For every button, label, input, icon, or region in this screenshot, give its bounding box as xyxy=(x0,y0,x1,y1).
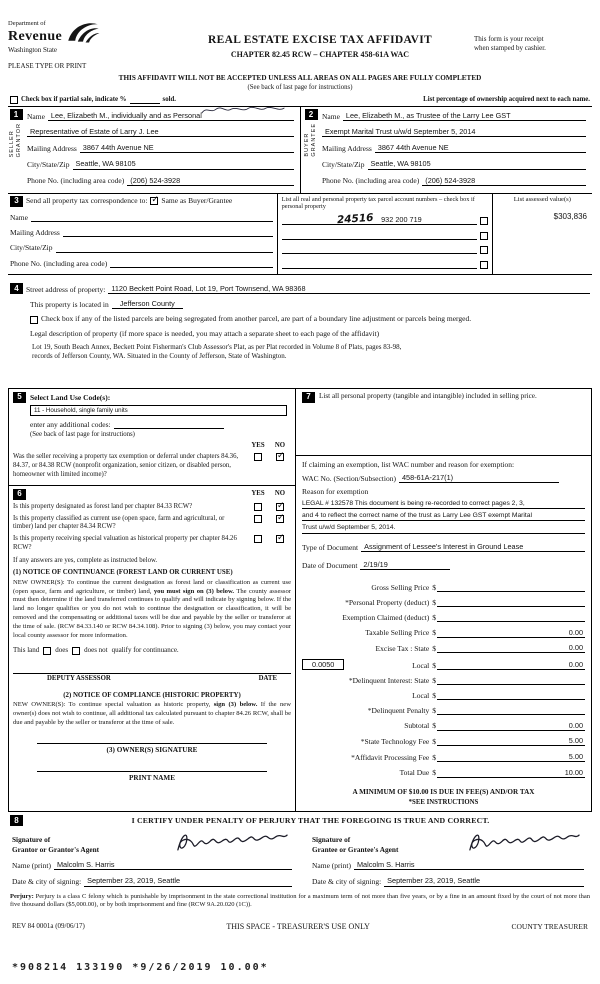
notice-compliance-body xyxy=(13,701,291,727)
fee-field-subtotal[interactable]: 0.00 xyxy=(437,721,585,731)
type-of-document-label: Type of Document xyxy=(302,542,359,552)
grantee-name-print-label: Name (print) xyxy=(312,861,351,871)
handwritten-annotation xyxy=(200,104,286,116)
street-address-field[interactable] xyxy=(108,284,590,294)
fee-field-delinq-penalty[interactable] xyxy=(437,707,585,716)
grantor-side-label: GRANTOR xyxy=(16,123,22,158)
buyer-city-field[interactable] xyxy=(368,159,587,169)
buyer-name-value: Lee, Elizabeth M., as Trustee of the Larry Lee GST xyxy=(345,111,511,121)
section-5-number: 5 xyxy=(13,392,26,403)
grantor-name-value: Malcolm S. Harris xyxy=(56,860,115,870)
see-instructions-note: *SEE INSTRUCTIONS xyxy=(408,798,479,806)
seller-name-field-2[interactable] xyxy=(27,127,294,137)
fee-label-processing-fee: *Affidavit Processing Fee xyxy=(351,752,430,762)
section-4-number: 4 xyxy=(10,283,23,294)
title-block xyxy=(166,20,474,60)
buyer-grantee-section xyxy=(300,107,592,193)
wac-number-field[interactable] xyxy=(399,473,559,483)
grantee-signature-area[interactable] xyxy=(398,828,584,854)
local-rate-box: 0.0050 xyxy=(302,659,344,670)
section-6-number: 6 xyxy=(13,489,26,500)
land-use-code-select[interactable] xyxy=(30,405,287,416)
partial-sale-label: Check box if partial sale, indicate % xyxy=(21,95,127,103)
fee-label-subtotal: Subtotal xyxy=(404,721,430,731)
fee-field-tech-fee[interactable]: 5.00 xyxy=(437,736,585,746)
grantee-name-field[interactable] xyxy=(354,860,584,870)
fee-label-delinq-int-local: Local xyxy=(412,690,430,700)
notice1-post: The county assessor must then determine if the land transferred continues to qualify and will indicate by signing below. If the land no longer qualifies or you do not wish to continue the designation or classification, it will be removed and the compensating or additional taxes will be due and payable by the seller or transferor at the time of sale. (RCW 84.33.140 or RCW 84.34.108). Prior to signing (3) below, you may contact your local county assessor for more information. xyxy=(13,587,291,639)
personal-property-checkbox-2[interactable] xyxy=(480,232,488,240)
exemption-area xyxy=(296,455,591,534)
land-use-code-value: 11 - Household, single family units xyxy=(34,406,128,414)
section-7-number: 7 xyxy=(302,392,315,403)
s3-city-label: City/State/Zip xyxy=(10,243,53,253)
fee-field-gross[interactable] xyxy=(437,584,585,593)
buyer-mailing-label: Mailing Address xyxy=(322,144,372,154)
notice2-bold: sign (3) below. xyxy=(213,701,258,709)
date-of-document-value: 2/19/19 xyxy=(363,559,388,569)
county-treasurer-label: COUNTY TREASURER xyxy=(511,922,588,932)
grantee-signature-block xyxy=(300,828,592,886)
if-yes-note: If any answers are yes, complete as instructed below. xyxy=(13,556,158,564)
fee-field-local[interactable]: 0.00 xyxy=(437,660,585,670)
excise-tax-section xyxy=(296,389,591,811)
parcel-number-field-2[interactable] xyxy=(282,231,477,240)
grantee-date-value: September 23, 2019, Seattle xyxy=(387,876,481,886)
legal-description-line2: records of Jefferson County, WA. Situated in the County of Jefferson, State of Washington. xyxy=(32,352,287,361)
legal-description-label: Legal description of property (if more space is needed, you may attach a separate sheet to each page of the affidavit) xyxy=(30,328,380,338)
receipt-note-line1: This form is your receipt xyxy=(474,35,544,43)
grantee-signature-of-label: Signature of xyxy=(312,835,351,845)
type-of-document-value: Assignment of Lessee's Interest in Ground Lease xyxy=(364,541,524,551)
personal-property-checkbox-3[interactable] xyxy=(480,246,488,254)
seller-phone-label: Phone No. (including area code) xyxy=(27,176,125,186)
property-address-section xyxy=(8,274,592,388)
s6-q2-no-checkbox[interactable] xyxy=(276,515,284,523)
notice2-post: If the new owner(s) does not wish to continue, all additional tax calculated pursuant to chapter 84.26 RCW, shall be due and payable by the seller or transferor at the time of sale. xyxy=(13,701,291,726)
land-qualify-row xyxy=(13,646,291,655)
buyer-city-label: City/State/Zip xyxy=(322,160,365,170)
s3-mailing-label: Mailing Address xyxy=(10,228,60,238)
s6-q3-no-checkbox[interactable] xyxy=(276,535,284,543)
owner-signature-line[interactable] xyxy=(37,743,267,744)
deputy-assessor-label: DEPUTY ASSESSOR xyxy=(47,675,111,683)
s6-no-header: NO xyxy=(274,489,286,497)
qualify-label: qualify for continuance. xyxy=(111,646,179,655)
personal-property-label: List all personal property (tangible and intangible) included in selling price. xyxy=(319,391,537,400)
s5-yes-header: YES xyxy=(251,441,265,449)
date-of-document-field[interactable] xyxy=(360,560,450,570)
notice-continuance-body xyxy=(13,579,291,640)
perjury-lead: Perjury: xyxy=(10,892,34,900)
seller-mailing-value: 3867 44th Avenue NE xyxy=(82,143,154,153)
land-does-checkbox[interactable] xyxy=(43,647,51,655)
fee-field-exemption[interactable] xyxy=(437,613,585,622)
parties-section xyxy=(8,106,592,193)
type-of-document-field[interactable] xyxy=(361,542,585,552)
segregated-checkbox[interactable] xyxy=(30,316,38,324)
fee-field-processing-fee[interactable]: 5.00 xyxy=(437,752,585,762)
fee-field-excise-state[interactable]: 0.00 xyxy=(437,643,585,653)
certify-statement: I CERTIFY UNDER PENALTY OF PERJURY THAT THE FOREGOING IS TRUE AND CORRECT. xyxy=(131,815,490,825)
s5-see-back-note: (See back of last page for instructions) xyxy=(30,431,135,439)
buyer-phone-field[interactable] xyxy=(422,176,586,186)
fee-label-personal: *Personal Property (deduct) xyxy=(345,597,430,607)
see-back-note: (See back of last page for instructions) xyxy=(247,84,353,92)
seller-name-label: Name xyxy=(27,111,45,121)
personal-property-checkbox-4[interactable] xyxy=(480,261,488,269)
s6-q1-yes-checkbox[interactable] xyxy=(254,503,262,511)
reason-exemption-label: Reason for exemption xyxy=(302,487,369,497)
handwritten-parcel-value: 24516 xyxy=(336,211,374,226)
notice1-pre: NEW OWNER(S): To continue the current designation as forest land or classification as current use (open space, farm and agriculture, or timber) land, xyxy=(13,578,291,595)
s6-yes-header: YES xyxy=(251,489,265,497)
grantee-signature xyxy=(464,828,582,856)
print-name-label: PRINT NAME xyxy=(129,774,175,783)
grantor-name-print-label: Name (print) xyxy=(12,861,51,871)
s6-q2-yes-checkbox[interactable] xyxy=(254,515,262,523)
parcel-number-field-4[interactable] xyxy=(282,260,477,269)
seller-mailing-field[interactable] xyxy=(80,143,294,153)
perjury-text: Perjury is a class C felony which is punishable by imprisonment in the state correctional institution for a maximum term of not more than five years, or by a fine in an amount fixed by the court of not more than five thousand dollars ($5,000.00), or by both imprisonment and fine (RCW 9A.20.020 (1C)). xyxy=(10,892,590,909)
deputy-assessor-signature-line[interactable] xyxy=(13,673,291,683)
same-as-buyer-label: Same as Buyer/Grantee xyxy=(161,196,233,206)
notice-continuance-title: (1) NOTICE OF CONTINUANCE (FOREST LAND OR CURRENT USE) xyxy=(13,569,233,577)
parcel-number-value: 932 200 719 xyxy=(381,214,422,224)
seller-phone-value: (206) 524-3928 xyxy=(130,175,181,185)
washington-state-label: Washington State xyxy=(8,45,58,54)
dor-wordmark xyxy=(8,20,62,54)
assessed-value: $303,836 xyxy=(553,211,587,221)
s6-question-2: Is this property classified as current use (open space, farm and agricultural, or timber) land per chapter 84.34 RCW? xyxy=(13,514,225,531)
land-does-not-checkbox[interactable] xyxy=(72,647,80,655)
additional-codes-field[interactable] xyxy=(114,420,224,429)
certification-section xyxy=(8,815,592,886)
s6-q1-no-checkbox[interactable] xyxy=(276,503,284,511)
assessed-value-column xyxy=(493,194,592,275)
land-use-section xyxy=(9,389,295,485)
date-of-document-label: Date of Document xyxy=(302,560,358,570)
cashier-receipt-stamp: *908214 133190 *9/26/2019 10.00* xyxy=(12,961,269,973)
dor-logo-block xyxy=(8,20,166,71)
owner-signature-label: (3) OWNER(S) SIGNATURE xyxy=(106,746,198,755)
assessed-value-header: List assessed value(s) xyxy=(513,195,571,203)
perjury-statement xyxy=(8,893,592,911)
reason-line-2[interactable]: and 4 to reflect the correct name of the trust as Larry Lee GST exempt Marital xyxy=(302,512,585,521)
reason-line-3[interactable]: Trust u/w/d September 5, 2014. xyxy=(302,524,585,533)
dor-flag-logo-icon xyxy=(65,20,101,46)
fee-field-total-due[interactable]: 10.00 xyxy=(437,768,585,778)
s5-yes-checkbox[interactable] xyxy=(254,453,262,461)
segregated-label: Check box if any of the listed parcels are being segregated from another parcel, are part of a boundary line adjustment or parcels being merged. xyxy=(41,314,472,324)
fee-field-taxable[interactable]: 0.00 xyxy=(437,628,585,638)
this-land-label: This land xyxy=(13,646,40,655)
seller-city-label: City/State/Zip xyxy=(27,160,70,170)
land-use-title: Select Land Use Code(s): xyxy=(30,392,111,402)
section-3-number: 3 xyxy=(10,196,23,207)
buyer-mailing-value: 3867 44th Avenue NE xyxy=(377,143,449,153)
fee-field-delinq-int-state[interactable] xyxy=(437,677,585,686)
seller-side-label: SELLER xyxy=(9,130,16,158)
seller-name-value: Lee, Elizabeth M., individually and as Personal xyxy=(50,111,202,121)
seller-grantor-section xyxy=(8,107,300,193)
section-8-number: 8 xyxy=(10,815,23,826)
grantee-name-value: Malcolm S. Harris xyxy=(356,860,415,870)
s5-no-checkbox[interactable] xyxy=(276,453,284,461)
grantee-side-label: GRANTEE xyxy=(311,123,317,157)
grantor-signature-of-label: Signature of xyxy=(12,835,51,845)
buyer-name-field-2[interactable] xyxy=(322,127,586,137)
grantor-signature xyxy=(172,828,290,856)
grantor-signature-block xyxy=(8,828,300,886)
seller-phone-field[interactable] xyxy=(127,176,294,186)
personal-property-blank-area[interactable] xyxy=(302,403,585,455)
seller-name-value-2: Representative of Estate of Larry J. Lee xyxy=(30,127,159,137)
send-correspondence-label: Send all property tax correspondence to: xyxy=(26,196,148,206)
grantor-signature-area[interactable] xyxy=(99,828,292,854)
fee-field-delinq-int-local[interactable] xyxy=(437,692,585,701)
legal-description-line1: Lot 19, South Beach Annex, Beckett Point Fisherman's Club Assessor's Plat, as per Plat recorded in Volume 8 of Plats, pages 83-98, xyxy=(32,343,402,351)
grantee-date-label: Date & city of signing: xyxy=(312,877,382,887)
footer-row xyxy=(8,922,592,932)
receipt-note-line2: when stamped by cashier. xyxy=(474,43,546,52)
parcel-numbers-column xyxy=(277,194,493,275)
partial-sale-checkbox[interactable] xyxy=(10,96,18,104)
buyer-name-field[interactable] xyxy=(343,111,586,121)
tax-correspondence-section xyxy=(8,193,592,275)
buyer-phone-value: (206) 524-3928 xyxy=(425,175,476,185)
fee-label-excise-state: Excise Tax : State xyxy=(375,644,430,654)
grantor-name-field[interactable] xyxy=(54,860,292,870)
please-type-label: PLEASE TYPE OR PRINT xyxy=(8,62,87,71)
additional-codes-label: enter any additional codes: xyxy=(30,419,111,429)
grantee-agent-label: Grantee or Grantee's Agent xyxy=(312,844,399,854)
fee-field-personal[interactable] xyxy=(437,599,585,608)
notice2-pre: NEW OWNER(S): To continue special valuation as historic property, xyxy=(13,701,214,709)
fee-label-gross: Gross Selling Price xyxy=(371,582,430,592)
middle-columns xyxy=(8,388,592,812)
fee-table: Gross Selling Price $ *Personal Property (deduct) $ Exemption Claimed (deduct) $ Taxable Selling Price $ 0.00 Excise Tax : State $ 0.00 0.0050 Local $ 0.00 *Delinquent Interest: State $ Local $ *Delinquent Penalty $ Subtotal $ 0.00 *State Technology Fee $ 5.00 *Affidavit Processing Fee $ 5.00 Total Due $ 10.00 xyxy=(302,577,585,778)
partial-sale-percent-field[interactable] xyxy=(130,96,160,104)
forest-land-section xyxy=(9,485,295,812)
exemption-intro: If claiming an exemption, list WAC number and reason for exemption: xyxy=(302,459,515,469)
fee-label-total-due: Total Due xyxy=(399,768,430,778)
s3-phone-field[interactable] xyxy=(110,259,272,268)
department-of-label: Department of xyxy=(8,20,46,27)
reason-line-1[interactable]: LEGAL # 132578 This document is being re-recorded to correct pages 2, 3, xyxy=(302,500,585,509)
chapter-line: CHAPTER 82.45 RCW – CHAPTER 458-61A WAC xyxy=(230,50,410,60)
buyer-mailing-field[interactable] xyxy=(375,143,586,153)
fee-label-taxable: Taxable Selling Price xyxy=(365,628,430,638)
notice1-bold: you must sign on (3) below. xyxy=(153,587,234,595)
s5-question: Was the seller receiving a property tax exemption or deferral under chapters 84.36, 84.37, or 84.38 RCW (nonprofit organization, senior citizen, or disabled person, homeowner with limited income)? xyxy=(13,453,239,478)
grantee-date-field[interactable] xyxy=(384,876,584,886)
street-address-value: 1120 Beckett Point Road, Lot 19, Port Townsend, WA 98368 xyxy=(111,284,306,294)
seller-city-field[interactable] xyxy=(73,159,295,169)
partial-sale-sold-label: sold. xyxy=(162,95,176,103)
partial-sale-row xyxy=(8,96,592,104)
seller-mailing-label: Mailing Address xyxy=(27,144,77,154)
seller-name-field[interactable] xyxy=(48,111,294,121)
legal-description-text xyxy=(32,343,586,362)
grantor-agent-label: Grantor or Grantor's Agent xyxy=(12,844,100,854)
section-2-number: 2 xyxy=(305,109,318,120)
grantor-date-label: Date & city of signing: xyxy=(12,877,82,887)
seller-city-value: Seattle, WA 98105 xyxy=(75,159,136,169)
parcel-number-field-3[interactable] xyxy=(282,245,477,254)
minimum-due-note: A MINIMUM OF $10.00 IS DUE IN FEE(S) AND/OR TAX xyxy=(352,787,535,796)
print-name-line[interactable] xyxy=(37,771,267,772)
parcel-numbers-header: List all real and personal property tax parcel account numbers – check box if personal property xyxy=(281,195,475,211)
revenue-wordmark: Revenue xyxy=(8,29,63,45)
form-header xyxy=(8,20,592,71)
fee-label-local: Local xyxy=(412,660,430,670)
street-address-label: Street address of property: xyxy=(26,284,106,294)
buyer-phone-label: Phone No. (including area code) xyxy=(322,176,420,186)
parcel-number-field-1[interactable] xyxy=(282,211,477,225)
ownership-percentage-note: List percentage of ownership acquired next to each name. xyxy=(423,95,590,103)
treasurer-use-label: THIS SPACE - TREASURER'S USE ONLY xyxy=(226,922,370,932)
grantor-date-value: September 23, 2019, Seattle xyxy=(87,876,181,886)
s3-mailing-field[interactable] xyxy=(63,228,273,237)
fee-label-tech-fee: *State Technology Fee xyxy=(360,737,430,747)
grantor-date-field[interactable] xyxy=(84,876,292,886)
buyer-city-value: Seattle, WA 98105 xyxy=(370,159,431,169)
warning-line: THIS AFFIDAVIT WILL NOT BE ACCEPTED UNLESS ALL AREAS ON ALL PAGES ARE FULLY COMPLETED xyxy=(118,74,482,83)
does-not-label: does not xyxy=(84,646,108,655)
located-county-value[interactable]: Jefferson County xyxy=(112,299,183,309)
s3-name-label: Name xyxy=(10,212,28,222)
s5-no-header: NO xyxy=(274,441,286,449)
fee-label-exemption: Exemption Claimed (deduct) xyxy=(342,612,430,622)
receipt-note xyxy=(474,20,592,53)
fee-label-delinq-int-state: *Delinquent Interest: State xyxy=(348,675,430,685)
s6-question-3: Is this property receiving special valuation as historical property per chapter 84.26 RCW? xyxy=(13,535,237,552)
s3-phone-label: Phone No. (including area code) xyxy=(10,258,108,268)
buyer-side-label: BUYER xyxy=(304,132,311,157)
located-in-label: This property is located in xyxy=(30,299,109,309)
s6-question-1: Is this property designated as forest land per chapter 84.33 RCW? xyxy=(13,502,193,510)
buyer-name-label: Name xyxy=(322,111,340,121)
same-as-buyer-checkbox[interactable] xyxy=(150,197,158,205)
form-title: REAL ESTATE EXCISE TAX AFFIDAVIT xyxy=(208,34,432,46)
personal-property-checkbox-1[interactable] xyxy=(480,217,488,225)
notice-compliance-title: (2) NOTICE OF COMPLIANCE (HISTORIC PROPERTY) xyxy=(63,691,241,699)
assessor-date-label: DATE xyxy=(258,675,277,683)
does-label: does xyxy=(55,646,69,655)
fee-label-delinq-penalty: *Delinquent Penalty xyxy=(367,705,430,715)
wac-number-value: 458-61A-217(1) xyxy=(401,473,454,483)
s6-q3-yes-checkbox[interactable] xyxy=(254,535,262,543)
section-1-number: 1 xyxy=(10,109,23,120)
s3-city-field[interactable] xyxy=(56,244,273,253)
wac-number-label: WAC No. (Section/Subsection) xyxy=(302,473,396,483)
buyer-name-value-2: Exempt Marital Trust u/w/d September 5, 2014 xyxy=(325,127,476,137)
s3-name-field[interactable] xyxy=(31,213,273,222)
rev-form-code: REV 84 0001a (09/06/17) xyxy=(12,922,85,931)
